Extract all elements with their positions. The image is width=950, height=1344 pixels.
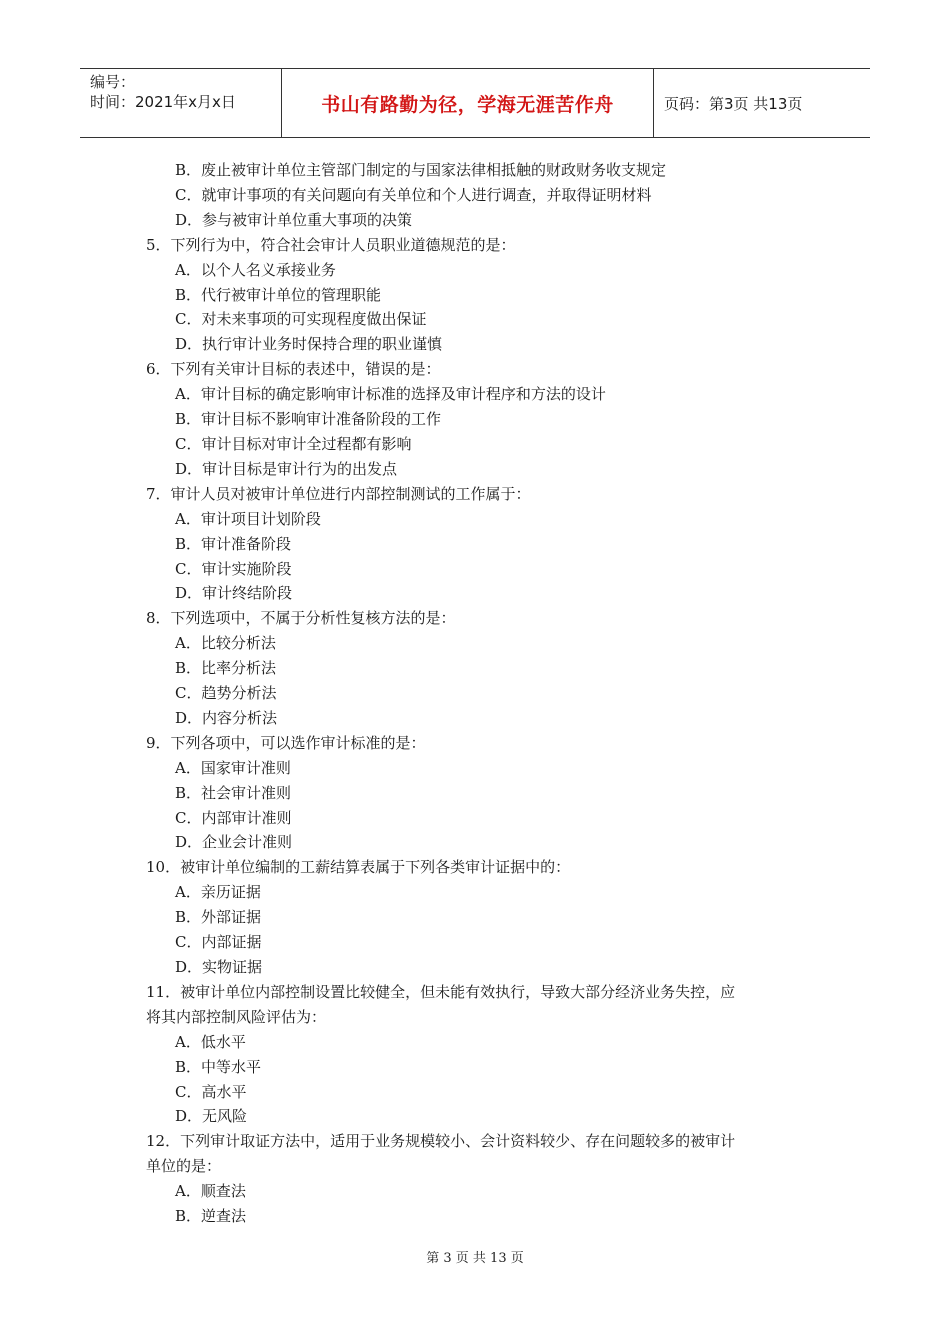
question-text: 12．下列审计取证方法中，适用于业务规模较小、会计资料较少、存在问题较多的被审计	[146, 1132, 736, 1151]
answer-option: B．废止被审计单位主管部门制定的与国家法律相抵触的财政财务收支规定	[175, 161, 667, 179]
question-text: 10．被审计单位编制的工薪结算表属于下列各类审计证据中的：	[146, 858, 571, 877]
question-text: 11．被审计单位内部控制设置比较健全，但未能有效执行，导致大部分经济业务失控，应	[146, 982, 736, 1001]
answer-option: B．代行被审计单位的管理职能	[175, 285, 382, 304]
answer-option: C．内部证据	[175, 933, 262, 952]
answer-option: D．实物证据	[175, 958, 263, 976]
answer-option: C．审计目标对审计全过程都有影响	[175, 434, 412, 453]
answer-option: A．比较分析法	[175, 634, 276, 653]
page-footer: 第 3 页 共 13 页	[426, 1251, 524, 1266]
header-motto: 书山有路勤为径，学海无涯苦作舟	[282, 69, 654, 137]
answer-option: C．高水平	[175, 1082, 247, 1101]
answer-option: C．审计实施阶段	[175, 559, 292, 578]
answer-option: A．以个人名义承接业务	[175, 260, 336, 279]
question-text: 7．审计人员对被审计单位进行内部控制测试的工作属于：	[146, 484, 531, 503]
question-text-continued: 将其内部控制风险评估为：	[146, 1007, 327, 1026]
answer-option: A．低水平	[175, 1032, 246, 1051]
answer-option: C．对未来事项的可实现程度做出保证	[175, 310, 427, 329]
answer-option: D．内容分析法	[175, 708, 278, 727]
answer-option: D．审计目标是审计行为的出发点	[175, 459, 398, 478]
question-text: 8．下列选项中，不属于分析性复核方法的是：	[146, 609, 456, 628]
answer-option: A．审计项目计划阶段	[175, 509, 321, 528]
answer-option: C．内部审计准则	[175, 808, 292, 827]
document-number-label: 编号：	[90, 73, 136, 91]
answer-option: B．比率分析法	[175, 659, 277, 678]
answer-option: B．审计准备阶段	[175, 534, 292, 553]
answer-option: A．国家审计准则	[175, 758, 291, 777]
answer-option: D．企业会计准则	[175, 833, 293, 852]
answer-option: B．外部证据	[175, 908, 262, 927]
answer-option: B．社会审计准则	[175, 783, 292, 802]
question-text: 5．下列行为中，符合社会审计人员职业道德规范的是：	[146, 235, 516, 254]
answer-option: D．审计终结阶段	[175, 584, 293, 603]
answer-option: B．逆查法	[175, 1207, 247, 1226]
answer-option: D．无风险	[175, 1107, 248, 1126]
answer-option: C．就审计事项的有关问题向有关单位和个人进行调查，并取得证明材料	[175, 185, 652, 204]
header-meta	[80, 69, 282, 137]
answer-option: A．亲历证据	[175, 883, 261, 902]
answer-option: B．中等水平	[175, 1057, 262, 1076]
answer-option: D．执行审计业务时保持合理的职业谨慎	[175, 335, 443, 354]
page-header	[80, 68, 870, 138]
answer-option: A．审计目标的确定影响审计标准的选择及审计程序和方法的设计	[175, 385, 606, 404]
document-time-label: 时间：2021年x月x日	[90, 93, 236, 111]
question-text: 6．下列有关审计目标的表述中，错误的是：	[146, 360, 441, 379]
answer-option: A．顺查法	[175, 1182, 246, 1201]
document-body	[146, 158, 816, 1229]
question-text-continued: 单位的是：	[146, 1157, 222, 1176]
answer-option: C．趋势分析法	[175, 684, 277, 703]
header-page-info: 页码：第3页 共13页	[664, 94, 803, 113]
question-text: 9．下列各项中，可以选作审计标准的是：	[146, 733, 426, 752]
answer-option: B．审计目标不影响审计准备阶段的工作	[175, 410, 442, 429]
answer-option: D．参与被审计单位重大事项的决策	[175, 210, 413, 229]
